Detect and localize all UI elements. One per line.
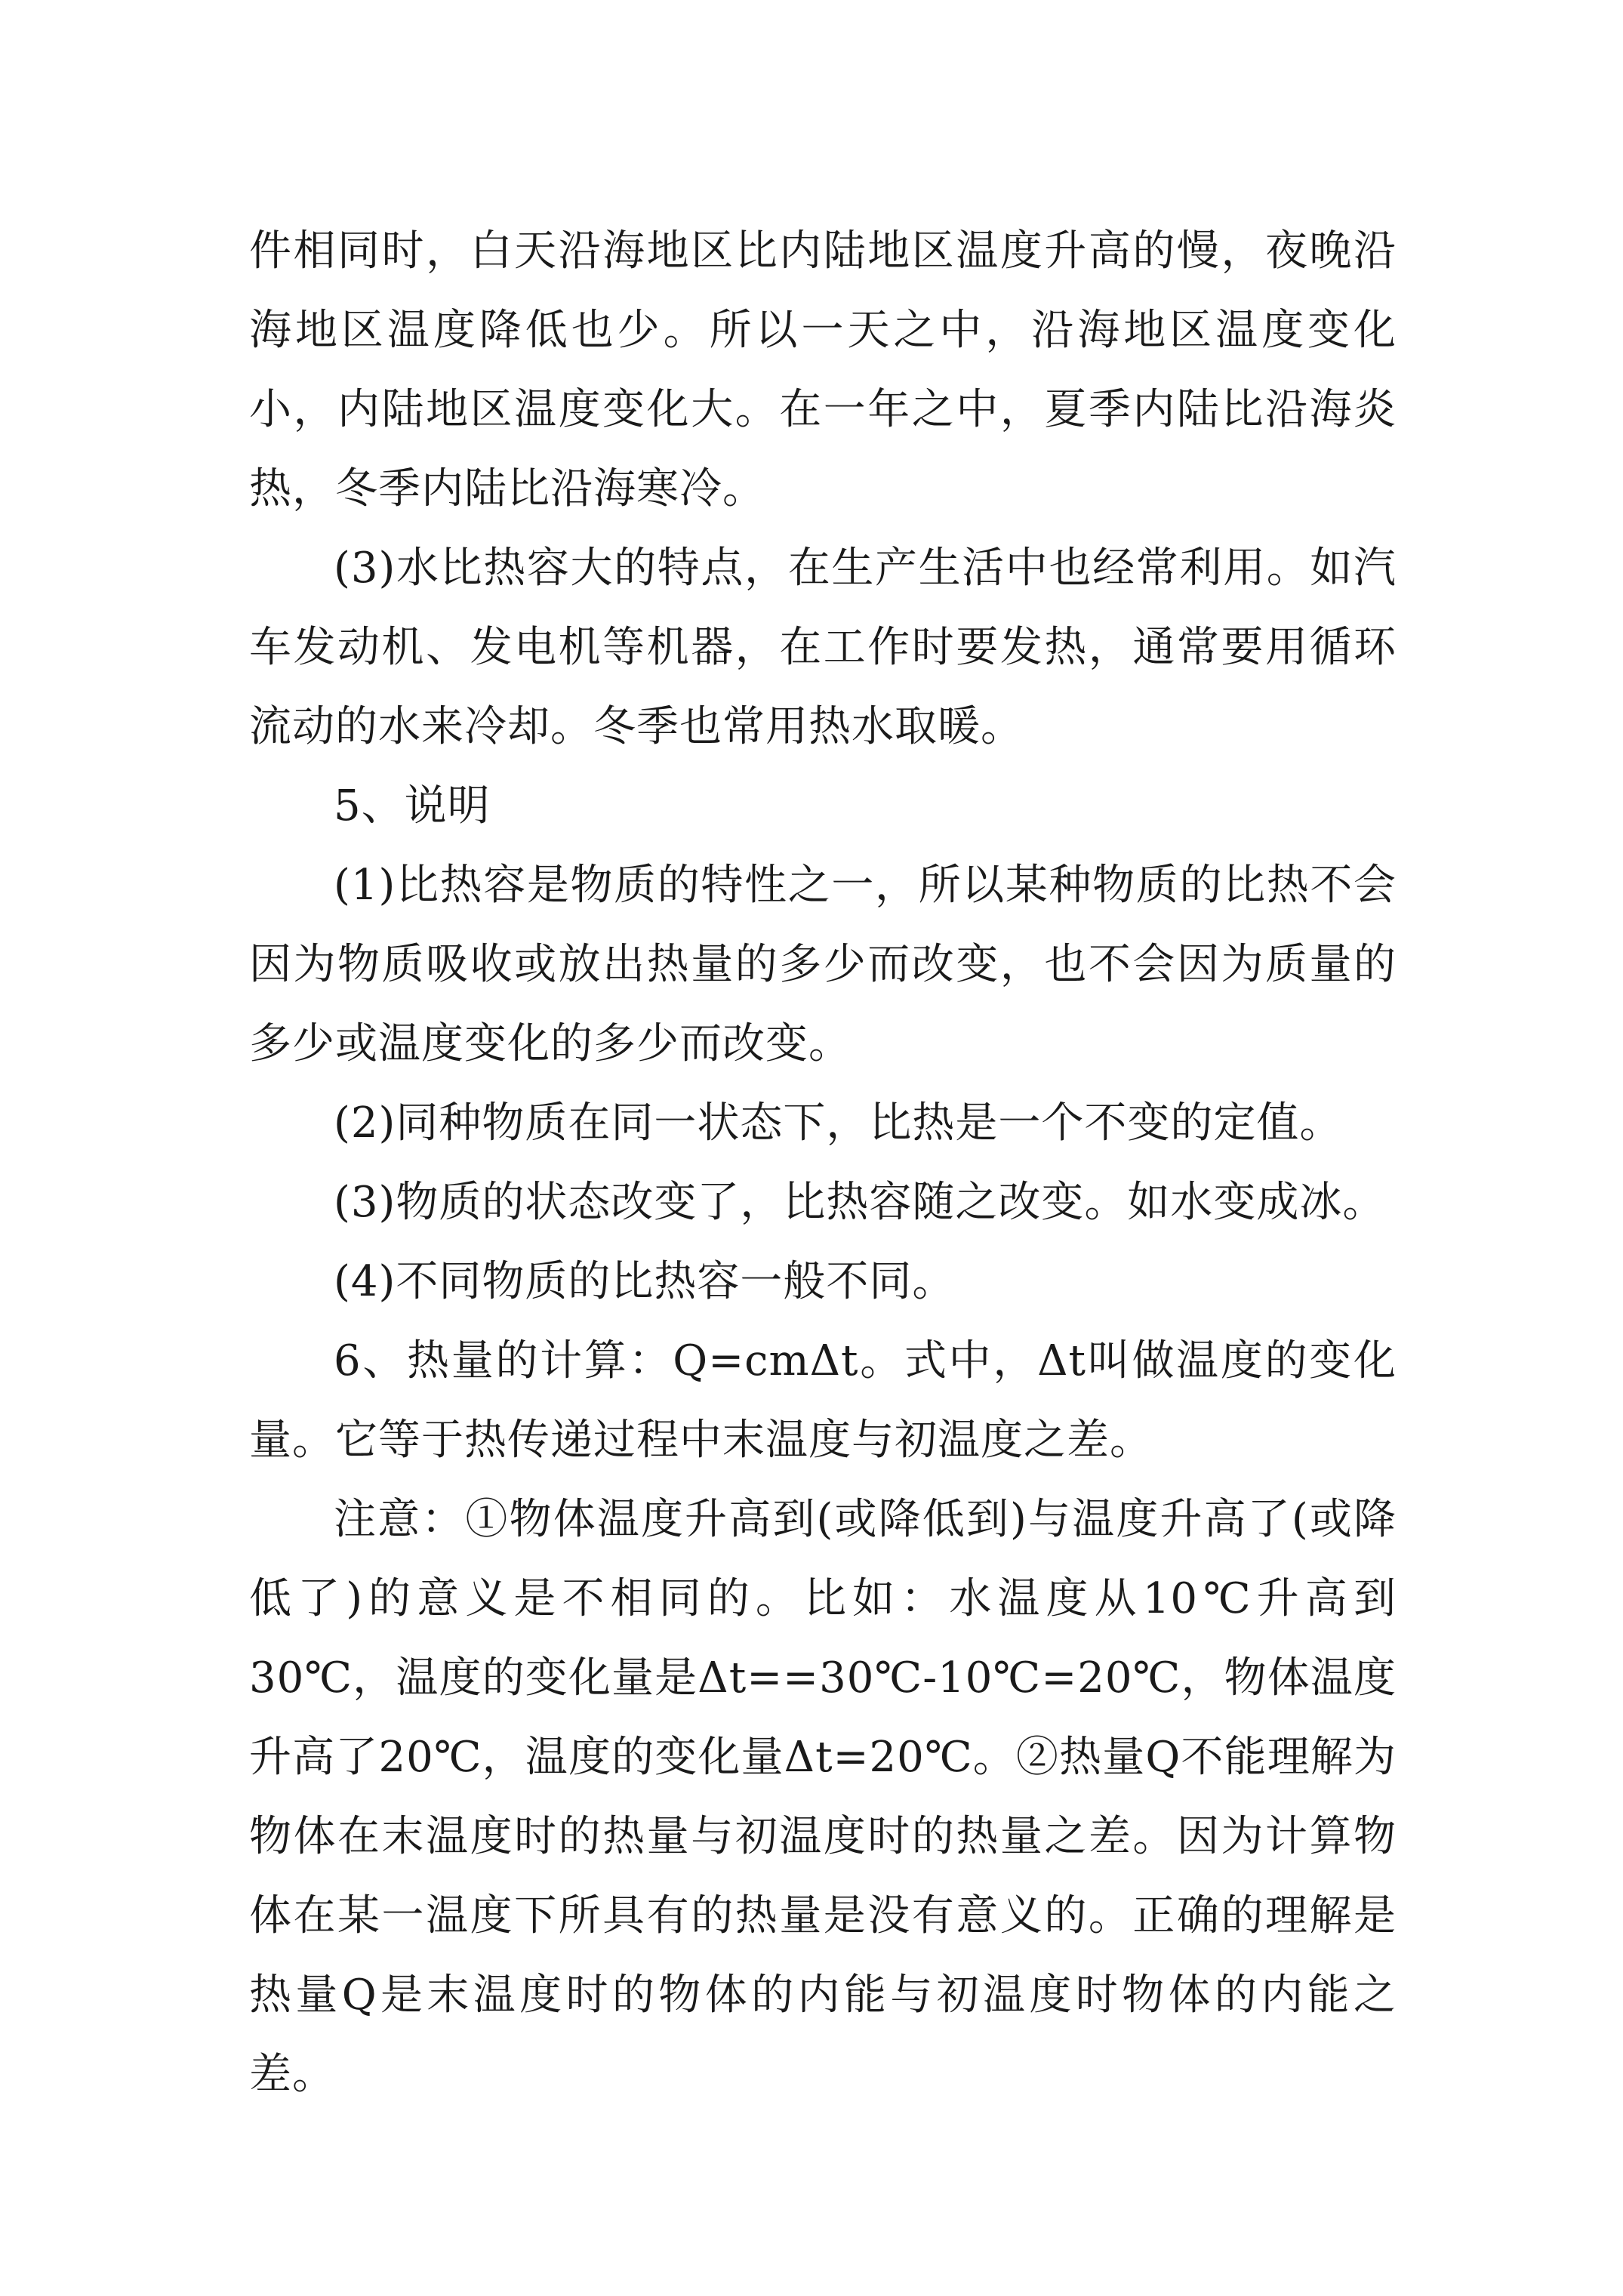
paragraph-explanation-4: (4)不同物质的比热容一般不同。 xyxy=(334,1257,956,1306)
document-body xyxy=(249,211,1397,2114)
paragraph-heat-calculation: 6、热量的计算：Q=cmΔt。式中，Δt叫做温度的变化量。它等于热传递过程中末温度与初温度之差。 xyxy=(249,1336,1397,1465)
paragraph-explanation-2: (2)同种物质在同一状态下，比热是一个不变的定值。 xyxy=(334,1099,1343,1148)
paragraph-water-usage: (3)水比热容大的特点，在生产生活中也经常利用。如汽车发动机、发电机等机器，在工作时要发热，通常要用循环流动的水来冷却。冬季也常用热水取暖。 xyxy=(249,544,1397,751)
section-heading-explanation: 5、说明 xyxy=(334,781,491,831)
paragraph-continuation: 件相同时，白天沿海地区比内陆地区温度升高的慢，夜晚沿海地区温度降低也少。所以一天之中，沿海地区温度变化小，内陆地区温度变化大。在一年之中，夏季内陆比沿海炎热，冬季内陆比沿海寒冷。 xyxy=(249,227,1397,513)
paragraph-note: 注意：①物体温度升高到(或降低到)与温度升高了(或降低了)的意义是不相同的。比如：水温度从10℃升高到30℃，温度的变化量是Δt==30℃-10℃=20℃，物体温度升高了20℃，温度的变化量Δt=20℃。②热量Q不能理解为物体在末温度时的热量与初温度时的热量之差。因为计算物体在某一温度下所具有的热量是没有意义的。正确的理解是热量Q是末温度时的物体的内能与初温度时物体的内能之差。 xyxy=(249,1495,1397,2099)
paragraph-explanation-1: (1)比热容是物质的特性之一，所以某种物质的比热不会因为物质吸收或放出热量的多少而改变，也不会因为质量的多少或温度变化的多少而改变。 xyxy=(249,861,1397,1068)
paragraph-explanation-3: (3)物质的状态改变了，比热容随之改变。如水变成冰。 xyxy=(334,1178,1386,1227)
